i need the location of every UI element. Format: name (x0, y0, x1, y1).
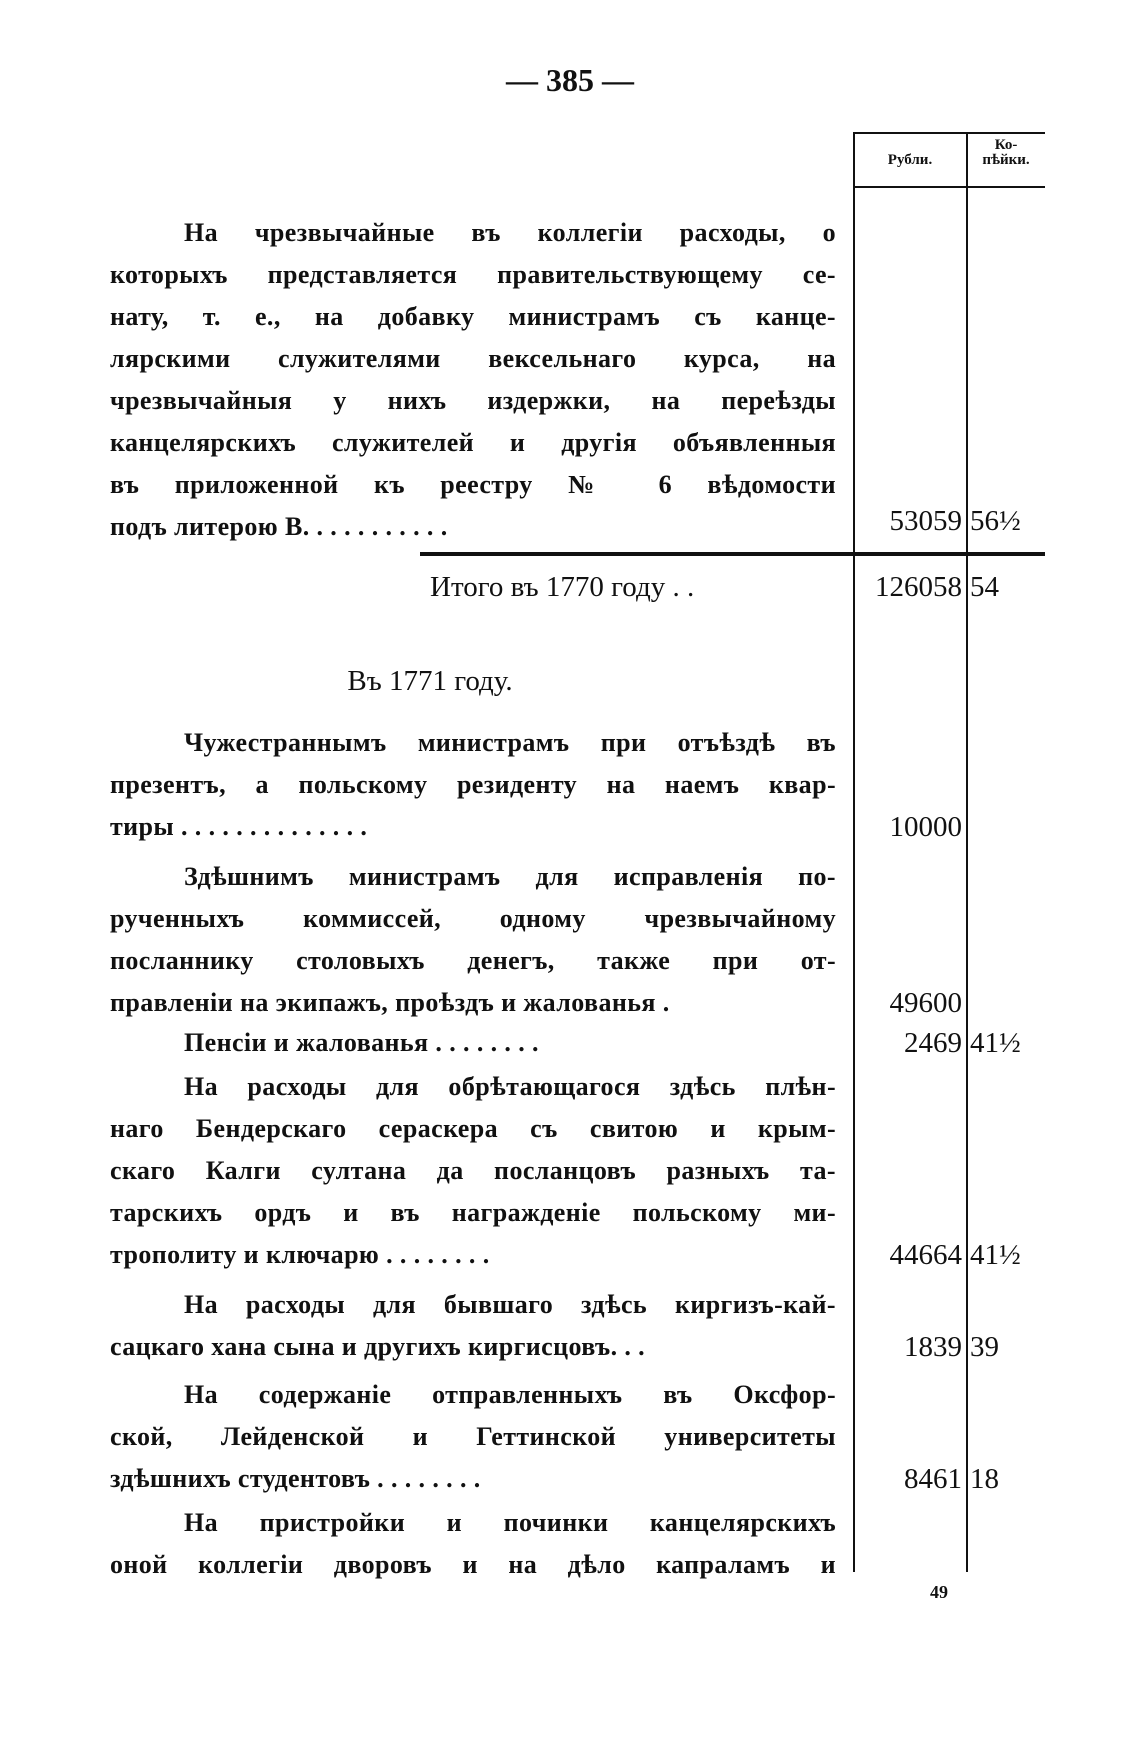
entry-line: въ приложенной къ реестру № 6 вѣдомости (110, 470, 836, 499)
amount-kopecks: 18 (970, 1463, 999, 1495)
entry-line (110, 856, 836, 898)
amount-rubles: 1839 (904, 1331, 962, 1363)
entry-foreign-ministers (110, 722, 836, 848)
entry-line (110, 212, 836, 254)
column-header-rubles: Рубли. (887, 152, 933, 168)
header-rule-bottom (853, 186, 1045, 188)
entry-chancellery-repairs (110, 1502, 836, 1586)
entry-bender-seraskier (110, 1066, 836, 1276)
entry-pensions (110, 1022, 836, 1064)
entry-line: нату, т. е., на добавку министрамъ съ канце- (110, 302, 836, 331)
total-1770-label: Итого въ 1770 году . . (430, 571, 695, 603)
entry-line: трополиту и ключарю . . . . . . . . (110, 1240, 490, 1269)
column-header-kopecks-line1: Ко- (994, 137, 1018, 153)
amount-kopecks: 41½ (970, 1239, 1021, 1271)
amount-rubles: 10000 (889, 811, 962, 843)
amount-kopecks: 39 (970, 1331, 999, 1363)
entry-line: лярскими служителями вексельнаго курса, на (110, 344, 836, 373)
entry-line: которыхъ представляется правительствующему се- (110, 260, 836, 289)
entry-line: оной коллегіи дворовъ и на дѣло капраламъ и (110, 1550, 836, 1579)
entry-line (110, 722, 836, 764)
entry-line: канцелярскихъ служителей и другія объявленныя (110, 428, 836, 457)
entry-line (110, 1022, 836, 1064)
entry-line: посланнику столовыхъ денегъ, также при от- (110, 946, 836, 975)
total-1770-kopecks: 54 (970, 571, 999, 603)
amount-rubles: 53059 (889, 505, 962, 537)
entry-line: ской, Лейденской и Геттинской университеты (110, 1422, 836, 1451)
column-rule-middle (966, 132, 968, 1572)
amount-rubles: 49600 (889, 987, 962, 1019)
entry-line: здѣшнихъ студентовъ . . . . . . . . (110, 1464, 481, 1493)
amount-kopecks: 41½ (970, 1027, 1021, 1059)
entry-line: правленіи на экипажъ, проѣздъ и жалованья . (110, 988, 670, 1017)
entry-text: Пенсіи и жалованья . . . . . . . . (184, 1028, 539, 1057)
section-heading-1771: Въ 1771 году. (347, 665, 513, 697)
entry-line (110, 1374, 836, 1416)
amount-rubles: 8461 (904, 1463, 962, 1495)
entry-line: сацкаго хана сына и другихъ киргисцовъ. . . (110, 1332, 646, 1361)
header-rule-top (853, 132, 1045, 134)
entry-1770-extraordinary (110, 212, 836, 548)
entry-line: чрезвычайныя у нихъ издержки, на переѣзды (110, 386, 836, 415)
entry-local-ministers (110, 856, 836, 1024)
entry-text: На содержаніе отправленныхъ въ Оксфор- (184, 1380, 836, 1409)
column-header-kopecks-line2: пѣйки. (982, 152, 1030, 168)
amount-kopecks: 56½ (970, 505, 1021, 537)
entry-line: рученныхъ коммиссей, одному чрезвычайному (110, 904, 836, 933)
amount-rubles: 2469 (904, 1027, 962, 1059)
printer-signature-mark: 49 (930, 1582, 948, 1602)
entry-text: На расходы для обрѣтающагося здѣсь плѣн- (184, 1072, 836, 1101)
entry-students-abroad (110, 1374, 836, 1500)
column-header-kopecks (968, 138, 1044, 168)
entry-text: Здѣшнимъ министрамъ для исправленія по- (184, 862, 836, 891)
amount-rubles: 44664 (889, 1239, 962, 1271)
entry-line (110, 1066, 836, 1108)
entry-line: презентъ, а польскому резиденту на наемъ квар- (110, 770, 836, 799)
total-1770-rubles: 126058 (875, 571, 962, 603)
entry-line (110, 1284, 836, 1326)
total-rule-thick (420, 552, 1045, 556)
page-number: — 385 — (506, 62, 634, 98)
entry-line: наго Бендерскаго сераскера съ свитою и крым- (110, 1114, 836, 1143)
entry-line (110, 1502, 836, 1544)
entry-line: подъ литерою В. . . . . . . . . . . (110, 512, 448, 541)
entry-text: На чрезвычайные въ коллегіи расходы, о (184, 218, 836, 247)
entry-text: На пристройки и починки канцелярскихъ (184, 1508, 836, 1537)
entry-line: тиры . . . . . . . . . . . . . . (110, 812, 368, 841)
entry-line: скаго Калги султана да посланцовъ разныхъ та- (110, 1156, 836, 1185)
entry-text: Чужестраннымъ министрамъ при отъѣздѣ въ (184, 728, 836, 757)
entry-text: На расходы для бывшаго здѣсь киргизъ-кай- (184, 1290, 836, 1319)
entry-line: тарскихъ ордъ и въ награжденіе польскому ми- (110, 1198, 836, 1227)
entry-kirghiz-khan (110, 1284, 836, 1368)
